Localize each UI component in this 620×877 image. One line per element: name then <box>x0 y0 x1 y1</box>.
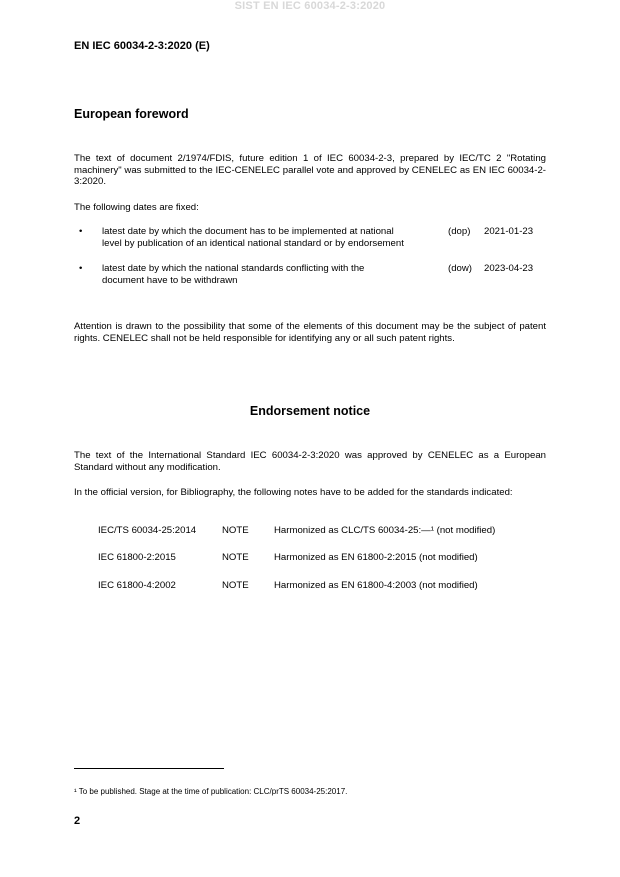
note-text: Harmonized as CLC/TS 60034-25:—¹ (not modified) <box>274 525 496 536</box>
date-item-line: latest date by which the document has to be implemented at national <box>102 226 394 237</box>
foreword-title: European foreword <box>74 107 189 121</box>
bibliography-intro: In the official version, for Bibliography, the following notes have to be added for the standards indicated: <box>74 487 513 498</box>
note-standard: IEC/TS 60034-25:2014 <box>98 525 197 536</box>
endorsement-title: Endorsement notice <box>249 404 371 418</box>
page-number: 2 <box>74 815 81 827</box>
date-item-text <box>102 263 442 286</box>
endorsement-text: The text of the International Standard IEC 60034-2-3:2020 was approved by CENELEC as a European Standard without any modification. <box>74 450 546 473</box>
note-label: NOTE <box>222 552 249 563</box>
date-item-date: 2021-01-23 <box>484 226 534 237</box>
patent-attention: Attention is drawn to the possibility that some of the elements of this document may be the subject of patent rights. CENELEC shall not be held responsible for identifying any or all such patent rights. <box>74 321 546 344</box>
dates-intro: The following dates are fixed: <box>74 202 199 213</box>
note-text: Harmonized as EN 61800-4:2003 (not modified) <box>274 580 478 591</box>
watermark: SIST EN IEC 60034-2-3:2020 <box>234 0 386 12</box>
date-item-line: latest date by which the national standards conflicting with the <box>102 263 365 274</box>
note-text: Harmonized as EN 61800-2:2015 (not modified) <box>274 552 478 563</box>
note-label: NOTE <box>222 525 249 536</box>
note-standard: IEC 61800-4:2002 <box>98 580 176 591</box>
document-id-header: EN IEC 60034-2-3:2020 (E) <box>74 40 210 52</box>
bullet-icon: • <box>79 226 83 237</box>
bullet-icon: • <box>79 263 83 274</box>
note-label: NOTE <box>222 580 249 591</box>
date-item-line: document have to be withdrawn <box>102 274 238 286</box>
note-standard: IEC 61800-2:2015 <box>98 552 176 563</box>
footnote-divider <box>74 768 224 769</box>
date-item-text <box>102 226 442 249</box>
date-item-code: (dop) <box>448 226 471 237</box>
date-item-code: (dow) <box>448 263 472 274</box>
date-item-line: level by publication of an identical national standard or by endorsement <box>102 237 404 249</box>
foreword-intro: The text of document 2/1974/FDIS, future edition 1 of IEC 60034-2-3, prepared by IEC/TC 2 "Rotating machinery" was submitted to the IEC-CENELEC parallel vote and approved by CENELEC as EN IEC 60034-2-3:2020. <box>74 153 546 187</box>
footnote: ¹ To be published. Stage at the time of publication: CLC/prTS 60034-25:2017. <box>74 787 348 796</box>
date-item-date: 2023-04-23 <box>484 263 534 274</box>
